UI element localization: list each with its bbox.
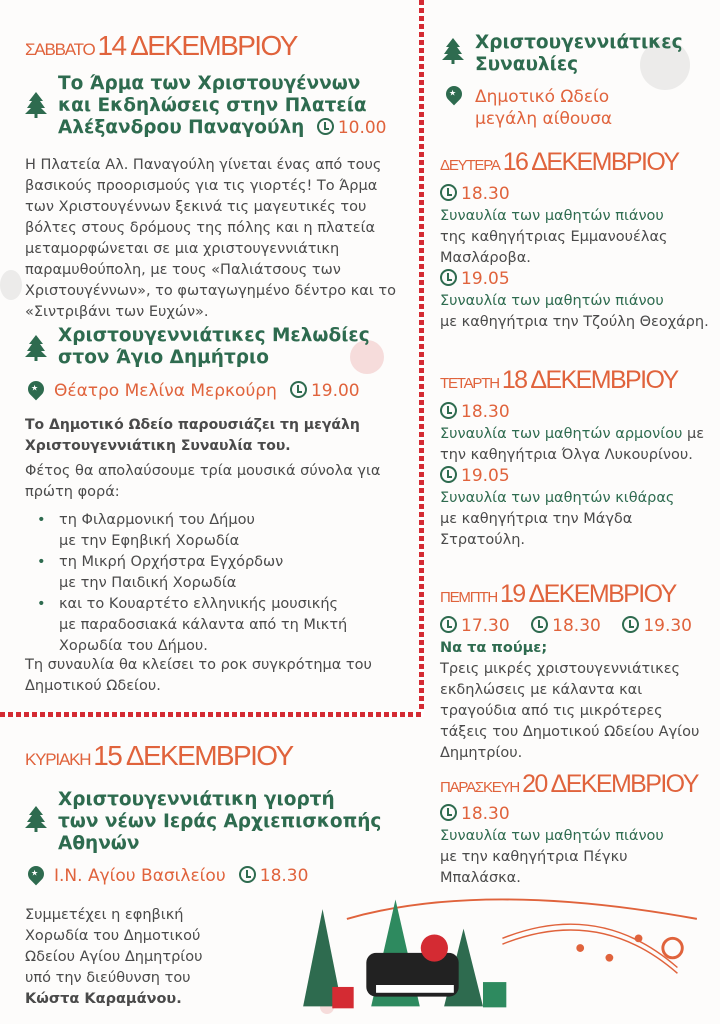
- clock-icon: [440, 184, 457, 201]
- list-item: • και το Κουαρτέτο ελληνικής μουσικής με παραδοσιακά κάλαντα από τη Μικτή Χορωδία του Δήμου.: [37, 594, 415, 657]
- date: 16 ΔΕΚΕΜΒΡΙΟΥ: [502, 148, 679, 176]
- day-name: ΚΥΡΙΑΚΗ: [25, 750, 91, 769]
- decor-dot: [0, 270, 22, 300]
- event-title-youth: Χριστουγεννιάτικη γιορτή των νέων Ιεράς Αρχιεπισκοπής Αθηνών: [58, 789, 382, 854]
- event-outro: Τη συναυλία θα κλείσει το ροκ συγκρότημα του Δημοτικού Ωδείου.: [25, 657, 372, 694]
- date-heading-fri20: [440, 772, 698, 797]
- event-intro: Φέτος θα απολαύσουμε τρία μουσικά σύνολα για πρώτη φορά:: [25, 463, 381, 500]
- day-name: ΤΕΤΑΡΤΗ: [440, 375, 499, 392]
- date: 20 ΔΕΚΕΜΒΡΙΟΥ: [522, 770, 698, 798]
- venue: Ι.Ν. Αγίου Βασιλείου: [54, 866, 226, 886]
- event-time: 10.00: [337, 118, 387, 138]
- day-name: ΠΑΡΑΣΚΕΥΗ: [440, 779, 520, 796]
- event-description: Η Πλατεία Αλ. Παναγούλη γίνεται ένας από τους βασικούς προορισμούς για τις γιορτές! Το Άρμα των Χριστουγέννων ξεκινά τις μαγευτικές του βόλτες στους δρόμους της πόλης και η πλατεία μεταμορφώνεται σε μια χριστουγεννιάτικη παραμυθούπολη, με τους «Παλιάτσους των Χριστουγέννων», το φωταγωγημένο δέντρο και το «Σιντριβάνι των Ευχών».: [25, 157, 396, 320]
- clock-icon: [531, 616, 548, 633]
- list-item: • τη Μικρή Ορχήστρα Εγχόρδων με την Παιδική Χορωδία: [37, 552, 415, 594]
- date: 14 ΔΕΚΕΜΒΡΙΟΥ: [97, 30, 297, 61]
- date: 19 ΔΕΚΕΜΒΡΙΟΥ: [499, 580, 676, 608]
- christmas-piano-illustration: [285, 880, 715, 1020]
- day-name: ΔΕΥΤΕΡΑ: [440, 157, 500, 174]
- clock-icon: [440, 466, 457, 483]
- tree-icon: [25, 335, 47, 361]
- event-time: 18.30: [259, 866, 309, 886]
- date-heading-sun15: [25, 742, 293, 770]
- clock-icon: [317, 118, 334, 135]
- clock-icon: [440, 616, 457, 633]
- clock-icon: [239, 866, 256, 883]
- tree-icon: [25, 92, 47, 118]
- clock-icon: [440, 402, 457, 419]
- location-pin-icon: [443, 83, 466, 106]
- event-description: Συμμετέχει η εφηβική Χορωδία του Δημοτικού Ωδείου Αγίου Δημητρίου υπό την διεύθυνση του Κώστα Καραμάνου.: [25, 907, 203, 1007]
- horizontal-divider: [0, 712, 424, 717]
- vertical-divider: [419, 0, 424, 712]
- location-pin-icon: [25, 378, 48, 401]
- date-heading-sat14: [25, 32, 297, 60]
- schedule-mon16: 18.30 Συναυλία των μαθητών πιάνου της καθηγήτριας Εμμανουέλας Μασλάροβα. 19.05 Συναυλία των μαθητών πιάνου με καθηγήτρια την Τζούλη Θεοχάρη.: [440, 184, 709, 330]
- date: 18 ΔΕΚΕΜΒΡΙΟΥ: [501, 366, 678, 394]
- date-heading-thu19: [440, 582, 676, 607]
- ensemble-list: [25, 510, 415, 657]
- tree-icon: [442, 38, 464, 64]
- clock-icon: [290, 381, 307, 398]
- clock-icon: [622, 616, 639, 633]
- concerts-venue: Δημοτικό Ωδείο μεγάλη αίθουσα: [475, 87, 613, 129]
- list-item: • τη Φιλαρμονική του Δήμου με την Εφηβική Χορωδία: [37, 510, 415, 552]
- event-title-melodies: Χριστουγεννιάτικες Μελωδίες στον Άγιο Δημήτριο: [58, 325, 370, 368]
- date: 15 ΔΕΚΕΜΒΡΙΟΥ: [93, 740, 293, 771]
- clock-icon: [440, 804, 457, 821]
- day-name: ΠΕΜΠΤΗ: [440, 589, 497, 606]
- date-heading-wed18: [440, 368, 678, 393]
- date-heading-mon16: [440, 150, 678, 175]
- concerts-title: Χριστουγεννιάτικες Συναυλίες: [475, 32, 683, 75]
- schedule-wed18: 18.30 Συναυλία των μαθητών αρμονίου με την καθηγήτρια Όλγα Λυκουρίνου. 19.05 Συναυλία των μαθητών κιθάρας με καθηγήτρια την Μάγδα Στρατούλη.: [440, 402, 705, 548]
- event-title-arma: Το Άρμα των Χριστουγέννων και Εκδηλώσεις στην Πλατεία Αλέξανδρου Παναγούλη 10.00: [58, 73, 387, 138]
- clock-icon: [440, 269, 457, 286]
- location-pin-icon: [25, 863, 48, 886]
- schedule-thu19: 17.30 18.30 19.30 Να τα πούμε; Τρεις μικρές χριστουγεννιάτικες εκδηλώσεις με κάλαντα και τραγούδια από τις μικρότερες τάξεις του Δημοτικού Ωδείου Αγίου Δημητρίου.: [440, 616, 700, 761]
- schedule-fri20: 18.30 Συναυλία των μαθητών πιάνου με την καθηγήτρια Πέγκυ Μπαλάσκα.: [440, 804, 664, 886]
- event-venue-row: [28, 381, 413, 401]
- event-time: 19.00: [310, 381, 360, 401]
- day-name: ΣΑΒΒΑΤΟ: [25, 40, 95, 59]
- tree-icon: [25, 806, 47, 832]
- event-lead: Το Δημοτικό Ωδείο παρουσιάζει τη μεγάλη Χριστουγεννιάτικη Συναυλία του.: [25, 417, 360, 454]
- venue: Θέατρο Μελίνα Μερκούρη: [54, 381, 277, 401]
